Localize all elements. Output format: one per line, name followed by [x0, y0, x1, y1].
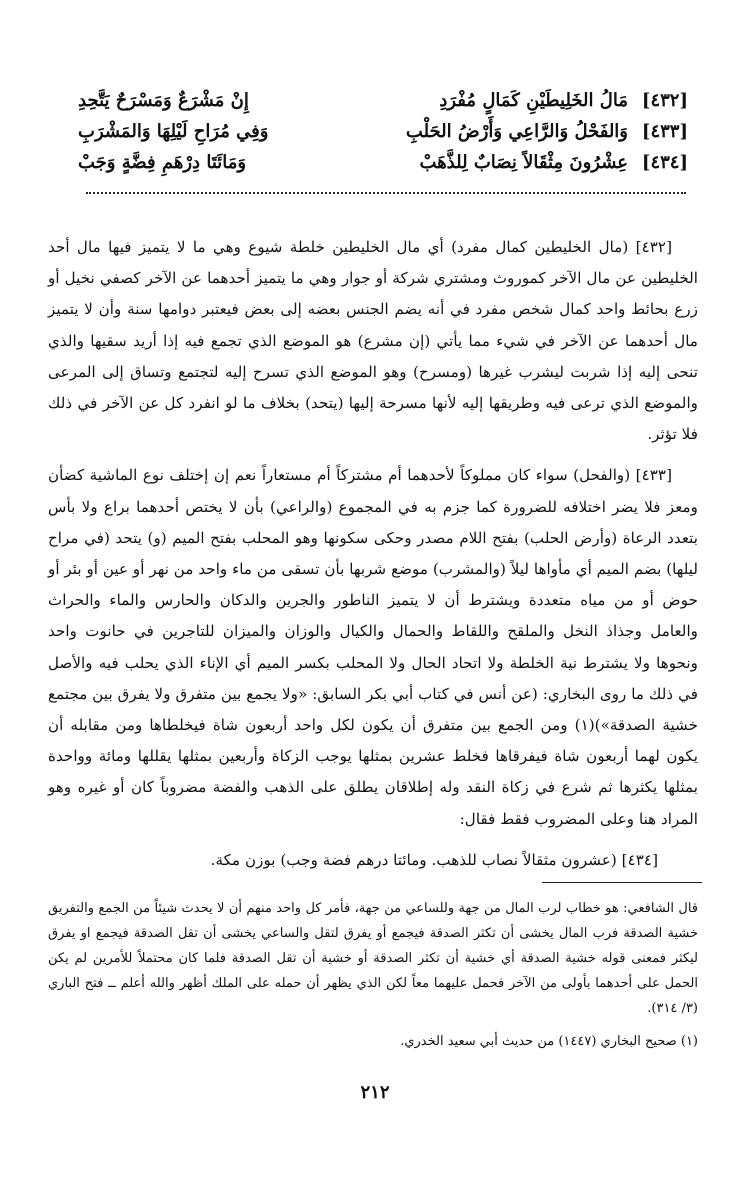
footnote-continuation: قال الشافعي: هو خطاب لرب المال من جهة وللساعي من جهة، فأمر كل واحد منهم أن لا يحدث شيئاً من الجمع والتفريق خشية الصدقة فرب المال يخشى أن تكثر الصدقة فيجمع أو يفرق لتقل والساعي يخشى أن تقل الصدقة فيجمع او يفرق ليكثر فمعنى قوله خشية الصدقة أي خشية أن تكثر الصدقة أو خشية أن تقل الصدقة فلما كان محتملاً للأمرين لم يكن الحمل على أحدهما بأولى من الآخر فحمل عليهما معاً لكن الذي يظهر أن حمله على الملك أظهر والله أعلم ــ فتح الباري (٣/ ٣١٤). [48, 901, 698, 1016]
verse-line [78, 119, 688, 150]
footnote-separator [542, 882, 702, 883]
verse-number: [٤٣٣] [641, 121, 688, 142]
dotted-divider [86, 192, 686, 194]
verse-line [78, 88, 688, 119]
footnote-1: (١) صحيح البخاري (١٤٤٧) من حديث أبي سعيد الخدري. [400, 1034, 698, 1049]
commentary-body [48, 232, 698, 886]
commentary-paragraph-433: [٤٣٣] (والفحل) سواء كان مملوكاً لأحدهما أم مشتركاً أم مستعاراً نعم إن إختلف نوع الماشية كضأن ومعز فلا يضر اختلافه للضرورة كما جزم به في المجموع (والراعي) بأن لا يختص أحدهما براع ولا بأس بتعدد الرعاة (وأرض الحلب) بفتح اللام مصدر وحكى سكونها وهو المحلب بفتح الميم (و) يتحد (في مراح ليلها) بضم الميم أي مأواها ليلاً (والمشرب) موضع شربها بأن تسقى من ماء واحد من نهر أو عين أو بئر أو حوض أو من مياه متعددة ويشترط أن لا يتميز الناطور والجرين والدكان والحارس والماء والحراث والعامل وجذاذ النخل والملقح واللقاط والحمال والكيال والوزان والميزان للتاجرين في حانوت واحد ونحوها ولا يشترط نية الخلطة ولا اتحاد الحال ولا المحلب بكسر الميم أي الإناء الذي يحلب فيه والأصل في ذلك ما روى البخاري: (عن أنس في كتاب أبي بكر السابق: «ولا يجمع بين متفرق ولا يفرق بين مجتمع خشية الصدقة»)(١) ومن الجمع بين متفرق أن يكون لكل واحد أربعون شاة فيخلطاها ومن مقابله أن يكون لهما أربعون شاة فيفرقاها فخلط عشرين بمثلها يوجب الزكاة وأربعين بمثلها يقللها ومائة وواحدة بمثلها يكثرها ثم شرع في زكاة النقد وله إطلاقان يطلق على الذهب والفضة مضروباً كان أو غيره وهو المراد هنا وعلى المضروب فقط فقال: [48, 466, 698, 828]
verse-second-hemistich: إِنْ مَشْرَعٌ وَمَسْرَحٌ يَتَّحِدِ [78, 90, 249, 111]
page-number: ٢١٢ [360, 1082, 390, 1103]
verse-second-hemistich: وَفِي مُرَاحِ لَيْلِهَا وَالمَشْرَبِ [78, 121, 269, 142]
verse-block [78, 88, 688, 181]
footnotes [48, 896, 698, 1054]
verse-line [78, 150, 688, 181]
commentary-paragraph-432: [٤٣٢] (مال الخليطين كمال مفرد) أي مال الخليطين خلطة شيوع وهي ما لا يتميز فيها مال أحد الخليطين عن مال الآخر كموروث ومشتري شركة أو جوار وهي ما يتميز أحدهما عن الآخر كصفي نخيل أو زرع بحائط واحد كمال شخص مفرد في أنه يضم الجنس بعضه إلى بعض فيعتبر دوامها سنة وأن لا يتميز مال أحدهما عن الآخر في شيء مما يأتي (إن مشرع) هو الموضع الذي تجمع فيه إذا أريد سقيها والذي تنحى إليه إذا شربت ليشرب غيرها (ومسرح) وهو الموضع الذي تسرح إليه لتجتمع وتساق إلى المرعى والموضع الذي ترعى فيه وطريقها إليه لأنها مسرحة إليها (يتحد) بخلاف ما لو انفرد كل عن الآخر في ذلك فلا تؤثر. [48, 238, 698, 444]
commentary-paragraph-434: [٤٣٤] (عشرون مثقالاً نصاب للذهب. ومائتا درهم فضة وجب) بوزن مكة. [210, 850, 658, 869]
verse-first-hemistich: وَالفَحْلُ وَالرَّاعِي وَأَرْضُ الحَلْبِ [405, 121, 628, 142]
verse-number: [٤٣٢] [641, 90, 688, 111]
verse-second-hemistich: وَمَائَتَا دِرْهَمِ فِضَّةٍ وَجَبْ [78, 152, 247, 173]
verse-number: [٤٣٤] [641, 152, 688, 173]
verse-first-hemistich: عِشْرُونَ مِثْقَالاً نِصَابٌ لِلذَّهَبْ [419, 152, 628, 173]
verse-first-hemistich: مَالُ الخَلِيطَيْنِ كَمَالٍ مُفْرَدِ [439, 90, 628, 111]
